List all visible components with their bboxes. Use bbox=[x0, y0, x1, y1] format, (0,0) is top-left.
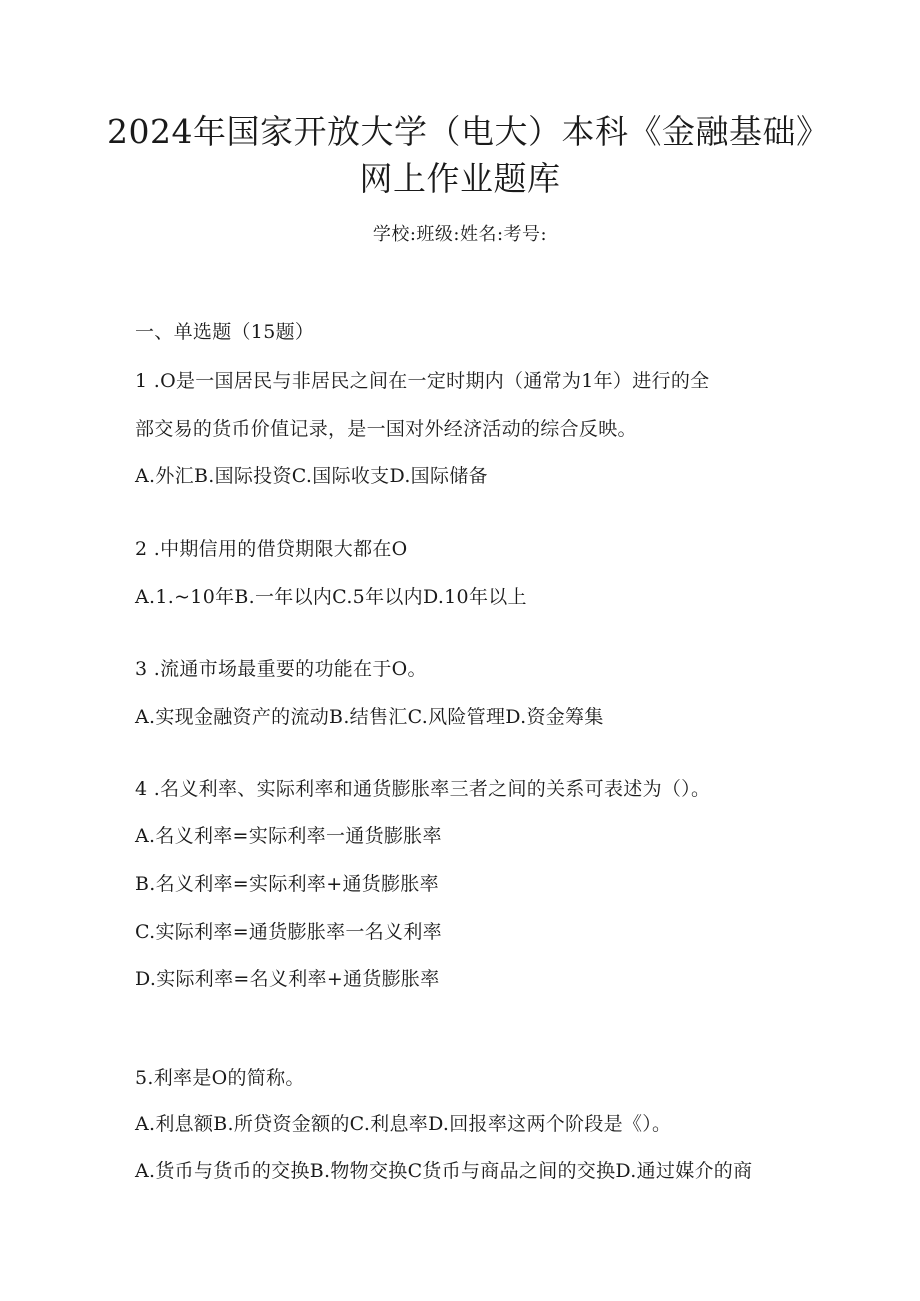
question-1-stem-line-2: 部交易的货币价值记录，是一国对外经济活动的综合反映。 bbox=[135, 418, 637, 440]
question-4-stem: 4 .名义利率、实际利率和通货膨胀率三者之间的关系可表述为（）。 bbox=[135, 778, 711, 800]
question-3-options: A.实现金融资产的流动B.结售汇C.风险管理D.资金筹集 bbox=[135, 706, 604, 728]
question-4-option-b: B.名义利率=实际利率+通货膨胀率 bbox=[135, 873, 439, 895]
question-4-option-a: A.名义利率=实际利率一通货膨胀率 bbox=[135, 825, 442, 847]
question-3-stem: 3 .流通市场最重要的功能在于O。 bbox=[135, 658, 427, 680]
section-heading: 一、单选题（15题） bbox=[135, 321, 315, 343]
question-4-option-c: C.实际利率=通货膨胀率一名义利率 bbox=[135, 921, 442, 943]
question-1-options: A.外汇B.国际投资C.国际收支D.国际储备 bbox=[135, 465, 488, 487]
question-2-stem: 2 .中期信用的借贷期限大都在O bbox=[135, 538, 408, 560]
student-info-line: 学校:班级:姓名:考号: bbox=[372, 224, 548, 245]
page-title: 2024年国家开放大学（电大）本科《金融基础》网上作业题库 bbox=[107, 112, 813, 198]
question-5-options: A.利息额B.所贷资金额的C.利息率D.回报率这两个阶段是《）。 bbox=[135, 1113, 672, 1135]
question-2-options: A.1.~10年B.一年以内C.5年以内D.10年以上 bbox=[135, 586, 527, 608]
question-6-options: A.货币与货币的交换B.物物交换C货币与商品之间的交换D.通过媒介的商 bbox=[135, 1160, 753, 1182]
question-4-option-d: D.实际利率=名义利率+通货膨胀率 bbox=[135, 968, 440, 990]
question-5-stem: 5.利率是O的简称。 bbox=[135, 1067, 305, 1089]
question-1-stem-line-1: 1 .O是一国居民与非居民之间在一定时期内（通常为1年）进行的全 bbox=[135, 370, 710, 392]
